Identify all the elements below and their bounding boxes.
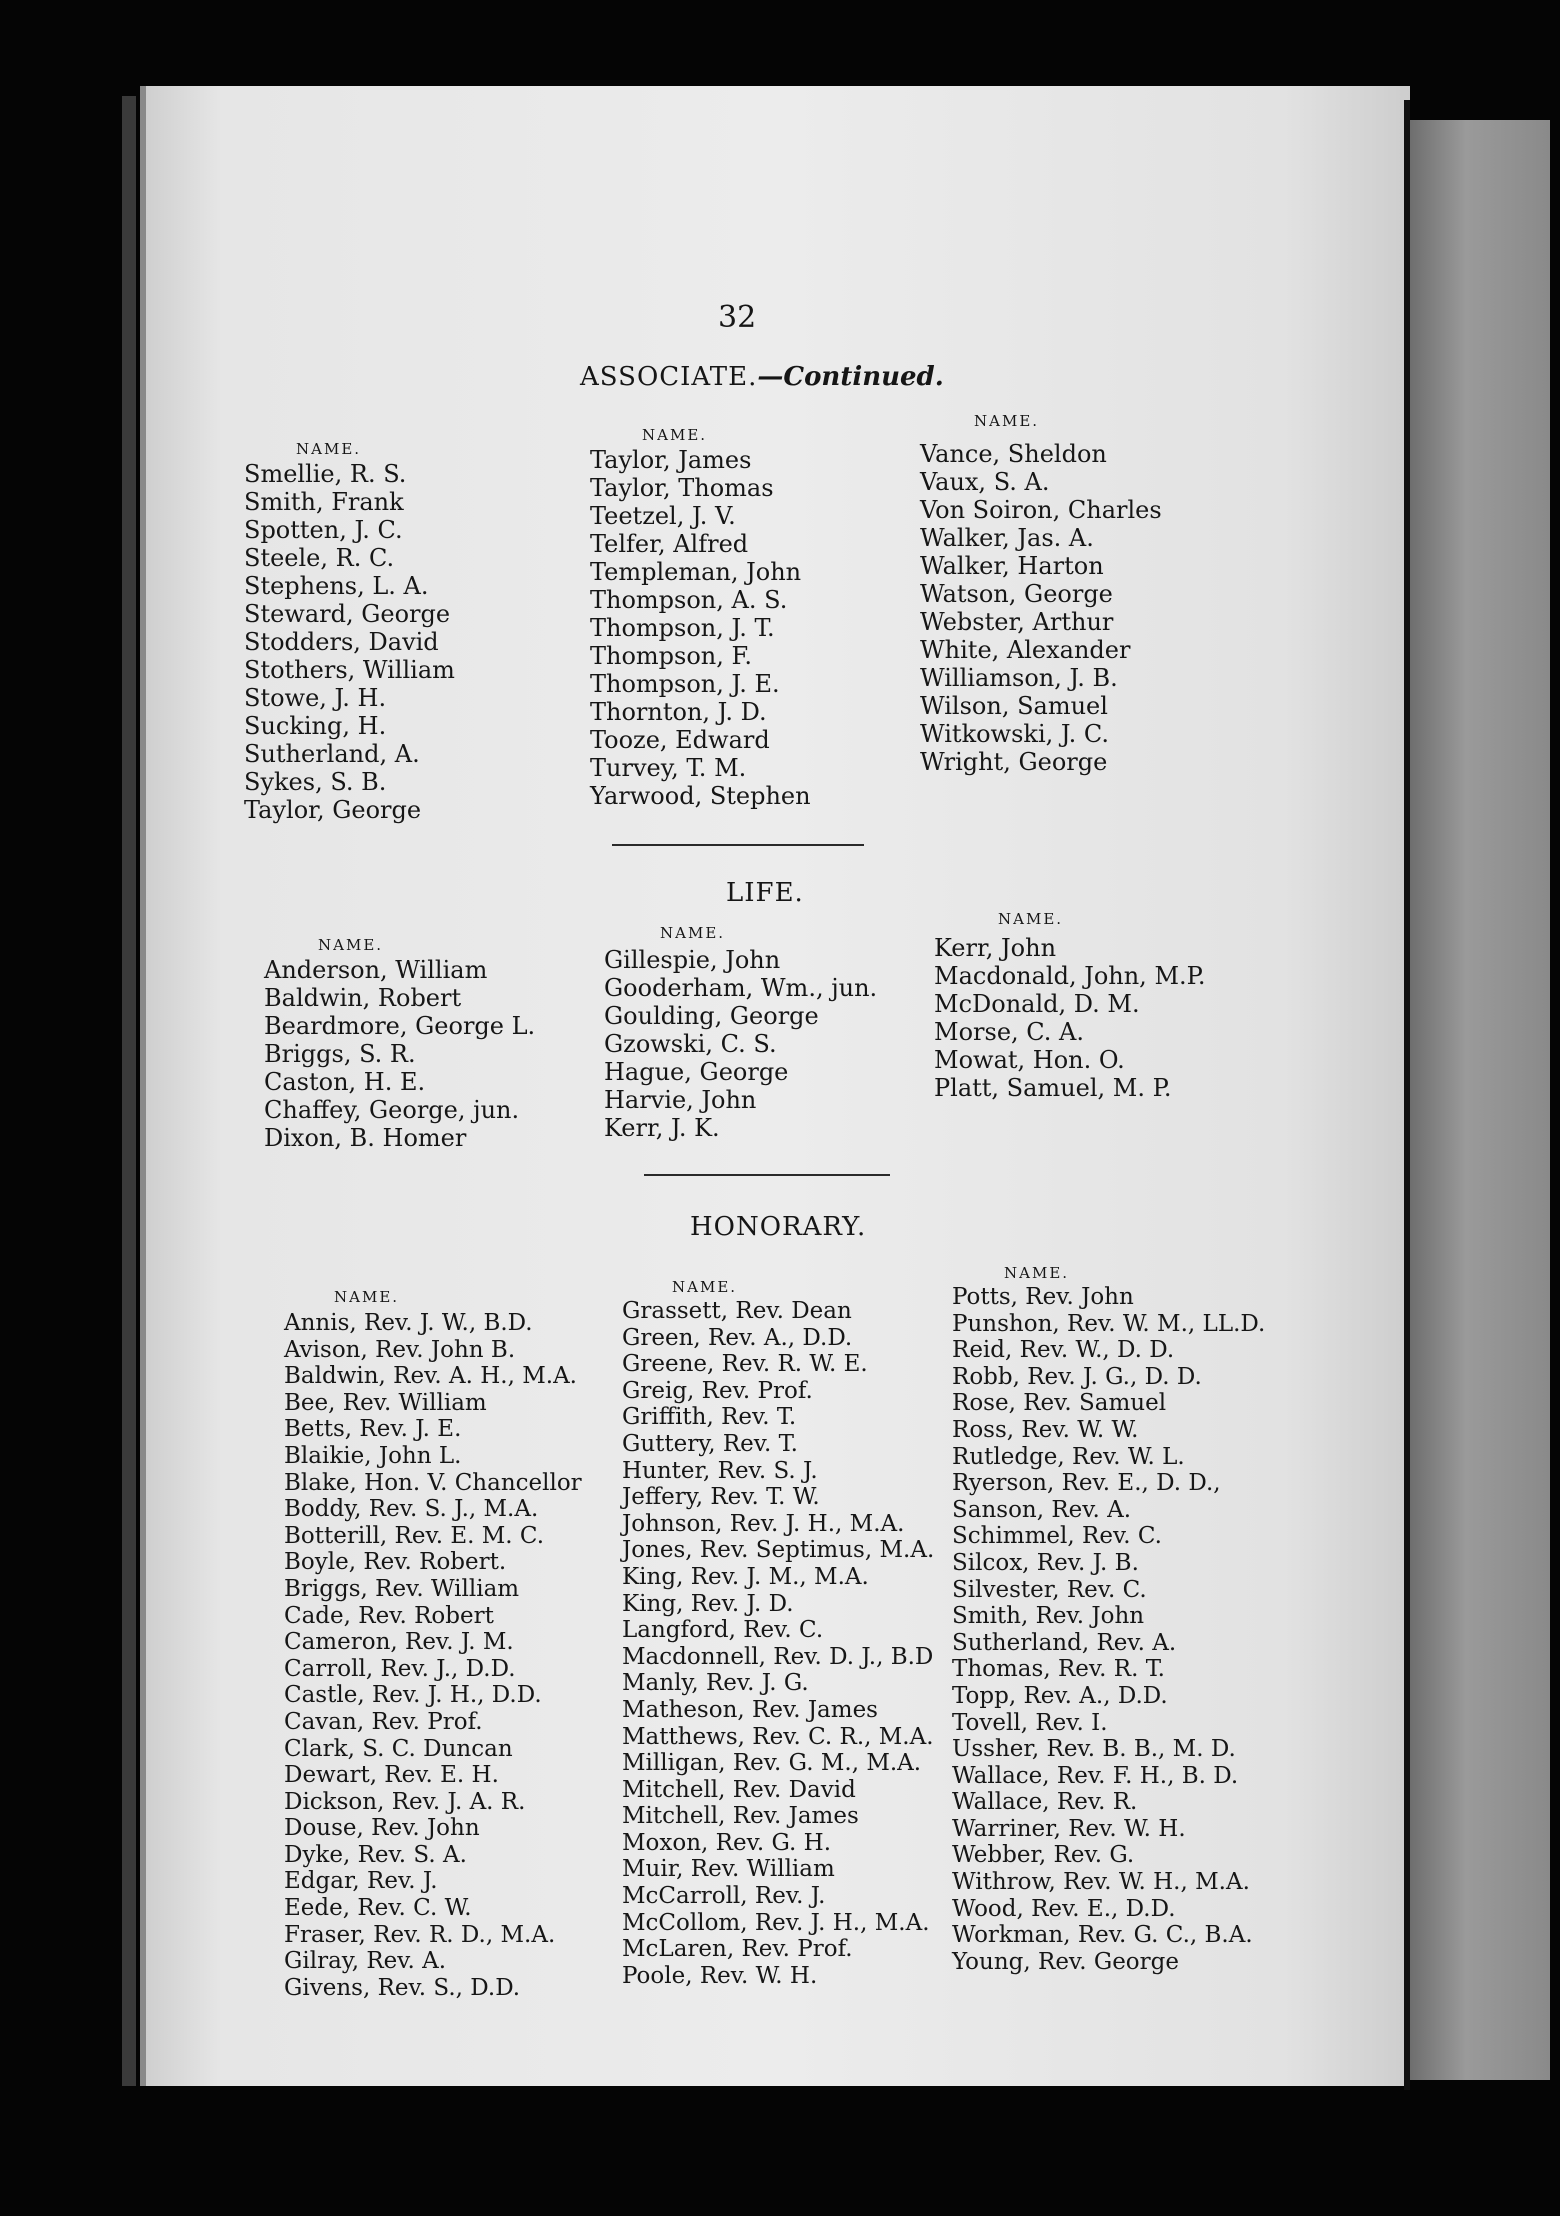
- list-item: Thompson, A. S.: [590, 586, 788, 614]
- list-item: Taylor, Thomas: [590, 474, 774, 502]
- list-item: Ross, Rev. W. W.: [952, 1416, 1139, 1443]
- list-item: Webber, Rev. G.: [952, 1842, 1135, 1869]
- list-item: Spotten, J. C.: [244, 516, 403, 544]
- list-item: Wilson, Samuel: [920, 692, 1108, 720]
- list-item: Taylor, James: [590, 446, 752, 474]
- list-item: Ryerson, Rev. E., D. D.,: [952, 1470, 1221, 1497]
- associate-column-3: [920, 440, 1162, 776]
- list-item: Dickson, Rev. J. A. R.: [284, 1788, 526, 1815]
- list-item: Mitchell, Rev. David: [622, 1776, 856, 1803]
- column-header: NAME.: [334, 1288, 400, 1306]
- honorary-column-3: [952, 1284, 1265, 1975]
- section-title-associate: [580, 362, 944, 392]
- list-item: Vance, Sheldon: [920, 440, 1107, 468]
- list-item: Fraser, Rev. R. D., M.A.: [284, 1921, 556, 1948]
- list-item: Smith, Rev. John: [952, 1603, 1145, 1630]
- list-item: Tovell, Rev. I.: [952, 1709, 1108, 1736]
- section-title-honorary: HONORARY.: [690, 1212, 867, 1242]
- column-header: NAME.: [974, 412, 1040, 430]
- list-item: Williamson, J. B.: [920, 664, 1118, 692]
- list-item: Platt, Samuel, M. P.: [934, 1074, 1172, 1102]
- list-item: Morse, C. A.: [934, 1018, 1084, 1046]
- list-item: Von Soiron, Charles: [920, 496, 1162, 524]
- list-item: King, Rev. J. D.: [622, 1590, 794, 1617]
- list-item: Withrow, Rev. W. H., M.A.: [952, 1869, 1250, 1896]
- list-item: Yarwood, Stephen: [590, 782, 811, 810]
- column-header: NAME.: [296, 440, 362, 458]
- list-item: Johnson, Rev. J. H., M.A.: [622, 1510, 905, 1537]
- list-item: Annis, Rev. J. W., B.D.: [284, 1310, 533, 1336]
- list-item: Gooderham, Wm., jun.: [604, 974, 878, 1002]
- page-edge-left: [122, 96, 136, 2086]
- list-item: Matthews, Rev. C. R., M.A.: [622, 1723, 934, 1750]
- list-item: Silvester, Rev. C.: [952, 1576, 1147, 1603]
- list-item: Jeffery, Rev. T. W.: [622, 1484, 820, 1511]
- list-item: Bee, Rev. William: [284, 1389, 487, 1416]
- list-item: Sutherland, Rev. A.: [952, 1629, 1177, 1656]
- list-item: Greene, Rev. R. W. E.: [622, 1351, 868, 1378]
- column-header: NAME.: [318, 936, 384, 954]
- list-item: Taylor, George: [244, 796, 422, 824]
- list-item: Poole, Rev. W. H.: [622, 1962, 818, 1989]
- list-item: Chaffey, George, jun.: [264, 1096, 520, 1124]
- list-item: Wright, George: [920, 748, 1108, 776]
- list-item: Teetzel, J. V.: [590, 502, 736, 530]
- list-item: Walker, Harton: [920, 552, 1104, 580]
- list-item: Manly, Rev. J. G.: [622, 1670, 809, 1697]
- list-item: Matheson, Rev. James: [622, 1696, 878, 1723]
- list-item: Briggs, S. R.: [264, 1040, 416, 1068]
- list-item: Steele, R. C.: [244, 544, 395, 572]
- list-item: Botterill, Rev. E. M. C.: [284, 1522, 545, 1549]
- section-title-life: LIFE.: [726, 878, 804, 908]
- list-item: McCollom, Rev. J. H., M.A.: [622, 1909, 930, 1936]
- list-item: McLaren, Rev. Prof.: [622, 1936, 853, 1963]
- list-item: Witkowski, J. C.: [920, 720, 1110, 748]
- list-item: Carroll, Rev. J., D.D.: [284, 1655, 516, 1682]
- column-header: NAME.: [1004, 1264, 1070, 1282]
- list-item: Guttery, Rev. T.: [622, 1430, 798, 1457]
- list-item: Thompson, F.: [590, 642, 753, 670]
- list-item: Dixon, B. Homer: [264, 1124, 467, 1152]
- list-item: Sykes, S. B.: [244, 768, 387, 796]
- list-item: Dewart, Rev. E. H.: [284, 1762, 499, 1789]
- list-item: Stephens, L. A.: [244, 572, 429, 600]
- life-column-1: [264, 956, 535, 1152]
- list-item: Warriner, Rev. W. H.: [952, 1815, 1186, 1842]
- list-item: Workman, Rev. G. C., B.A.: [952, 1922, 1253, 1949]
- list-item: Sutherland, A.: [244, 740, 420, 768]
- list-item: Schimmel, Rev. C.: [952, 1523, 1162, 1550]
- list-item: Milligan, Rev. G. M., M.A.: [622, 1750, 922, 1777]
- list-item: Steward, George: [244, 600, 451, 628]
- list-item: Baldwin, Robert: [264, 984, 462, 1012]
- list-item: Betts, Rev. J. E.: [284, 1416, 462, 1443]
- list-item: Wallace, Rev. F. H., B. D.: [952, 1762, 1239, 1789]
- list-item: Reid, Rev. W., D. D.: [952, 1337, 1175, 1364]
- list-item: Cameron, Rev. J. M.: [284, 1629, 514, 1656]
- list-item: Edgar, Rev. J.: [284, 1868, 438, 1895]
- section-divider: [644, 1174, 890, 1176]
- list-item: Wood, Rev. E., D.D.: [952, 1895, 1176, 1922]
- honorary-column-2: [622, 1298, 934, 1989]
- list-item: Punshon, Rev. W. M., LL.D.: [952, 1310, 1266, 1337]
- list-item: Green, Rev. A., D.D.: [622, 1324, 853, 1351]
- list-item: Jones, Rev. Septimus, M.A.: [622, 1537, 935, 1564]
- list-item: Cavan, Rev. Prof.: [284, 1708, 483, 1735]
- list-item: Smith, Frank: [244, 488, 404, 516]
- list-item: Thompson, J. E.: [590, 670, 780, 698]
- list-item: Gzowski, C. S.: [604, 1030, 777, 1058]
- list-item: Walker, Jas. A.: [920, 524, 1094, 552]
- list-item: Boyle, Rev. Robert.: [284, 1549, 507, 1576]
- honorary-column-1: [284, 1310, 582, 2001]
- list-item: Avison, Rev. John B.: [284, 1336, 516, 1363]
- list-item: Telfer, Alfred: [590, 530, 749, 558]
- list-item: Mitchell, Rev. James: [622, 1803, 859, 1830]
- list-item: Templeman, John: [590, 558, 802, 586]
- list-item: Griffith, Rev. T.: [622, 1404, 797, 1431]
- list-item: Stothers, William: [244, 656, 455, 684]
- list-item: Beardmore, George L.: [264, 1012, 536, 1040]
- list-item: Sucking, H.: [244, 712, 387, 740]
- column-header: NAME.: [672, 1278, 738, 1296]
- list-item: Turvey, T. M.: [590, 754, 747, 782]
- list-item: Kerr, John: [934, 934, 1057, 962]
- list-item: Harvie, John: [604, 1086, 757, 1114]
- list-item: Mowat, Hon. O.: [934, 1046, 1125, 1074]
- list-item: Hague, George: [604, 1058, 789, 1086]
- associate-column-2: [590, 446, 811, 810]
- list-item: Kerr, J. K.: [604, 1114, 720, 1142]
- column-header: NAME.: [642, 426, 708, 444]
- list-item: Thomas, Rev. R. T.: [952, 1656, 1165, 1683]
- list-item: Gilray, Rev. A.: [284, 1948, 447, 1975]
- list-item: Webster, Arthur: [920, 608, 1114, 636]
- list-item: Sanson, Rev. A.: [952, 1496, 1132, 1523]
- list-item: Langford, Rev. C.: [622, 1617, 824, 1644]
- list-item: Potts, Rev. John: [952, 1284, 1134, 1310]
- column-header: NAME.: [660, 924, 726, 942]
- list-item: Boddy, Rev. S. J., M.A.: [284, 1496, 539, 1523]
- list-item: Thornton, J. D.: [590, 698, 767, 726]
- list-item: McDonald, D. M.: [934, 990, 1140, 1018]
- associate-title: ASSOCIATE.: [580, 362, 758, 392]
- list-item: White, Alexander: [920, 636, 1131, 664]
- associate-column-1: [244, 460, 455, 824]
- list-item: Silcox, Rev. J. B.: [952, 1549, 1139, 1576]
- section-divider: [612, 844, 864, 846]
- list-item: Young, Rev. George: [952, 1948, 1179, 1975]
- list-item: Dyke, Rev. S. A.: [284, 1841, 467, 1868]
- list-item: Thompson, J. T.: [590, 614, 775, 642]
- list-item: Moxon, Rev. G. H.: [622, 1829, 832, 1856]
- list-item: Muir, Rev. William: [622, 1856, 835, 1883]
- list-item: Briggs, Rev. William: [284, 1575, 520, 1602]
- list-item: Rose, Rev. Samuel: [952, 1390, 1167, 1417]
- list-item: Greig, Rev. Prof.: [622, 1377, 813, 1404]
- list-item: Anderson, William: [264, 956, 488, 984]
- list-item: Castle, Rev. J. H., D.D.: [284, 1682, 542, 1709]
- associate-title-suffix: —Continued.: [757, 362, 944, 392]
- list-item: Eede, Rev. C. W.: [284, 1895, 472, 1922]
- list-item: Macdonnell, Rev. D. J., B.D: [622, 1643, 934, 1670]
- list-item: Goulding, George: [604, 1002, 819, 1030]
- column-header: NAME.: [998, 910, 1064, 928]
- list-item: Watson, George: [920, 580, 1113, 608]
- life-column-3: [934, 934, 1206, 1102]
- list-item: Tooze, Edward: [590, 726, 770, 754]
- list-item: Blake, Hon. V. Chancellor: [284, 1469, 582, 1496]
- list-item: Ussher, Rev. B. B., M. D.: [952, 1736, 1236, 1763]
- list-item: Robb, Rev. J. G., D. D.: [952, 1363, 1202, 1390]
- life-column-2: [604, 946, 877, 1142]
- list-item: Baldwin, Rev. A. H., M.A.: [284, 1363, 577, 1390]
- list-item: Stowe, J. H.: [244, 684, 387, 712]
- facing-page-edge: [1410, 120, 1550, 2080]
- list-item: Cade, Rev. Robert: [284, 1602, 494, 1629]
- list-item: King, Rev. J. M., M.A.: [622, 1563, 869, 1590]
- page-number: 32: [718, 300, 757, 335]
- list-item: Macdonald, John, M.P.: [934, 962, 1206, 990]
- list-item: Wallace, Rev. R.: [952, 1789, 1138, 1816]
- list-item: Clark, S. C. Duncan: [284, 1735, 513, 1762]
- list-item: Gillespie, John: [604, 946, 781, 974]
- list-item: Vaux, S. A.: [920, 468, 1050, 496]
- list-item: Topp, Rev. A., D.D.: [952, 1682, 1168, 1709]
- list-item: Blaikie, John L.: [284, 1442, 462, 1469]
- list-item: Rutledge, Rev. W. L.: [952, 1443, 1185, 1470]
- list-item: Stodders, David: [244, 628, 439, 656]
- list-item: Douse, Rev. John: [284, 1815, 480, 1842]
- list-item: Givens, Rev. S., D.D.: [284, 1974, 521, 2001]
- list-item: Smellie, R. S.: [244, 460, 407, 488]
- list-item: Hunter, Rev. S. J.: [622, 1457, 818, 1484]
- list-item: McCarroll, Rev. J.: [622, 1883, 826, 1910]
- list-item: Caston, H. E.: [264, 1068, 426, 1096]
- list-item: Grassett, Rev. Dean: [622, 1298, 852, 1324]
